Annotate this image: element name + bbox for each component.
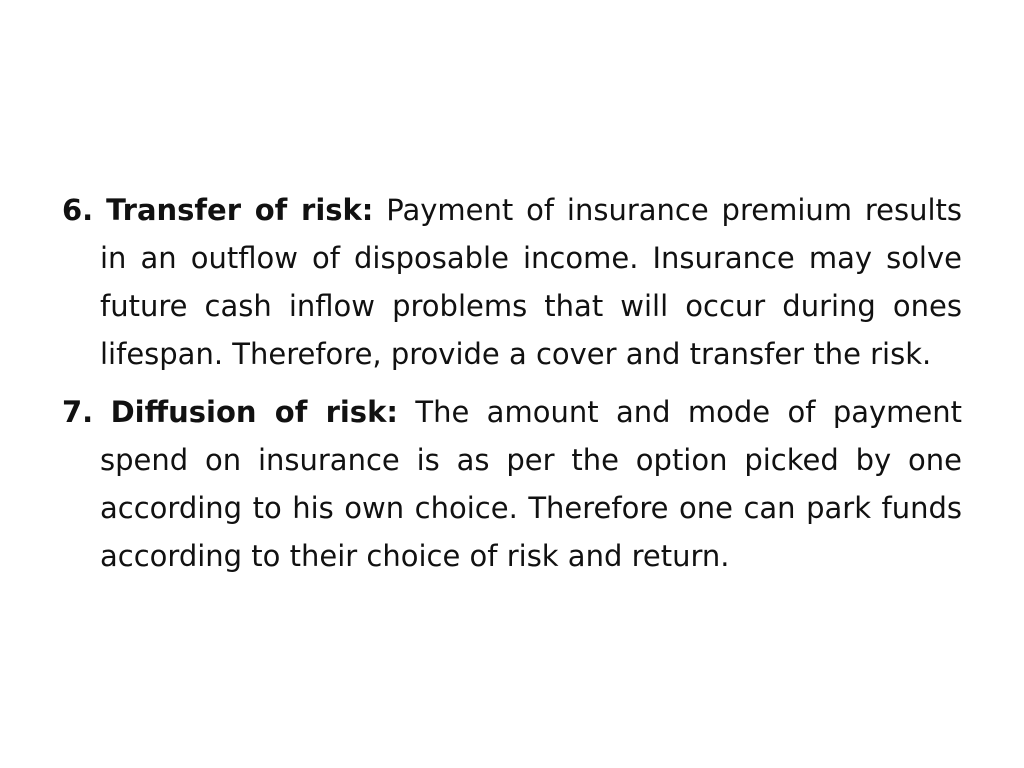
point-term: Transfer of risk: xyxy=(106,193,374,227)
point-number: 6. xyxy=(62,193,94,227)
point-text: Payment of insurance premium results in an outflow of disposable income. Insurance may solve future cash inflow problems that will occur during ones lifespan. Therefore, provide a cover and transfer the risk. xyxy=(100,193,963,371)
point-diffusion-of-risk xyxy=(62,388,962,580)
point-transfer-of-risk xyxy=(62,186,962,378)
slide-body xyxy=(62,186,962,590)
point-term: Diffusion of risk: xyxy=(110,395,398,429)
point-number: 7. xyxy=(62,395,94,429)
point-text: The amount and mode of payment spend on insurance is as per the option picked by one according to his own choice. Therefore one can park funds according to their choice of risk and return. xyxy=(100,395,963,573)
